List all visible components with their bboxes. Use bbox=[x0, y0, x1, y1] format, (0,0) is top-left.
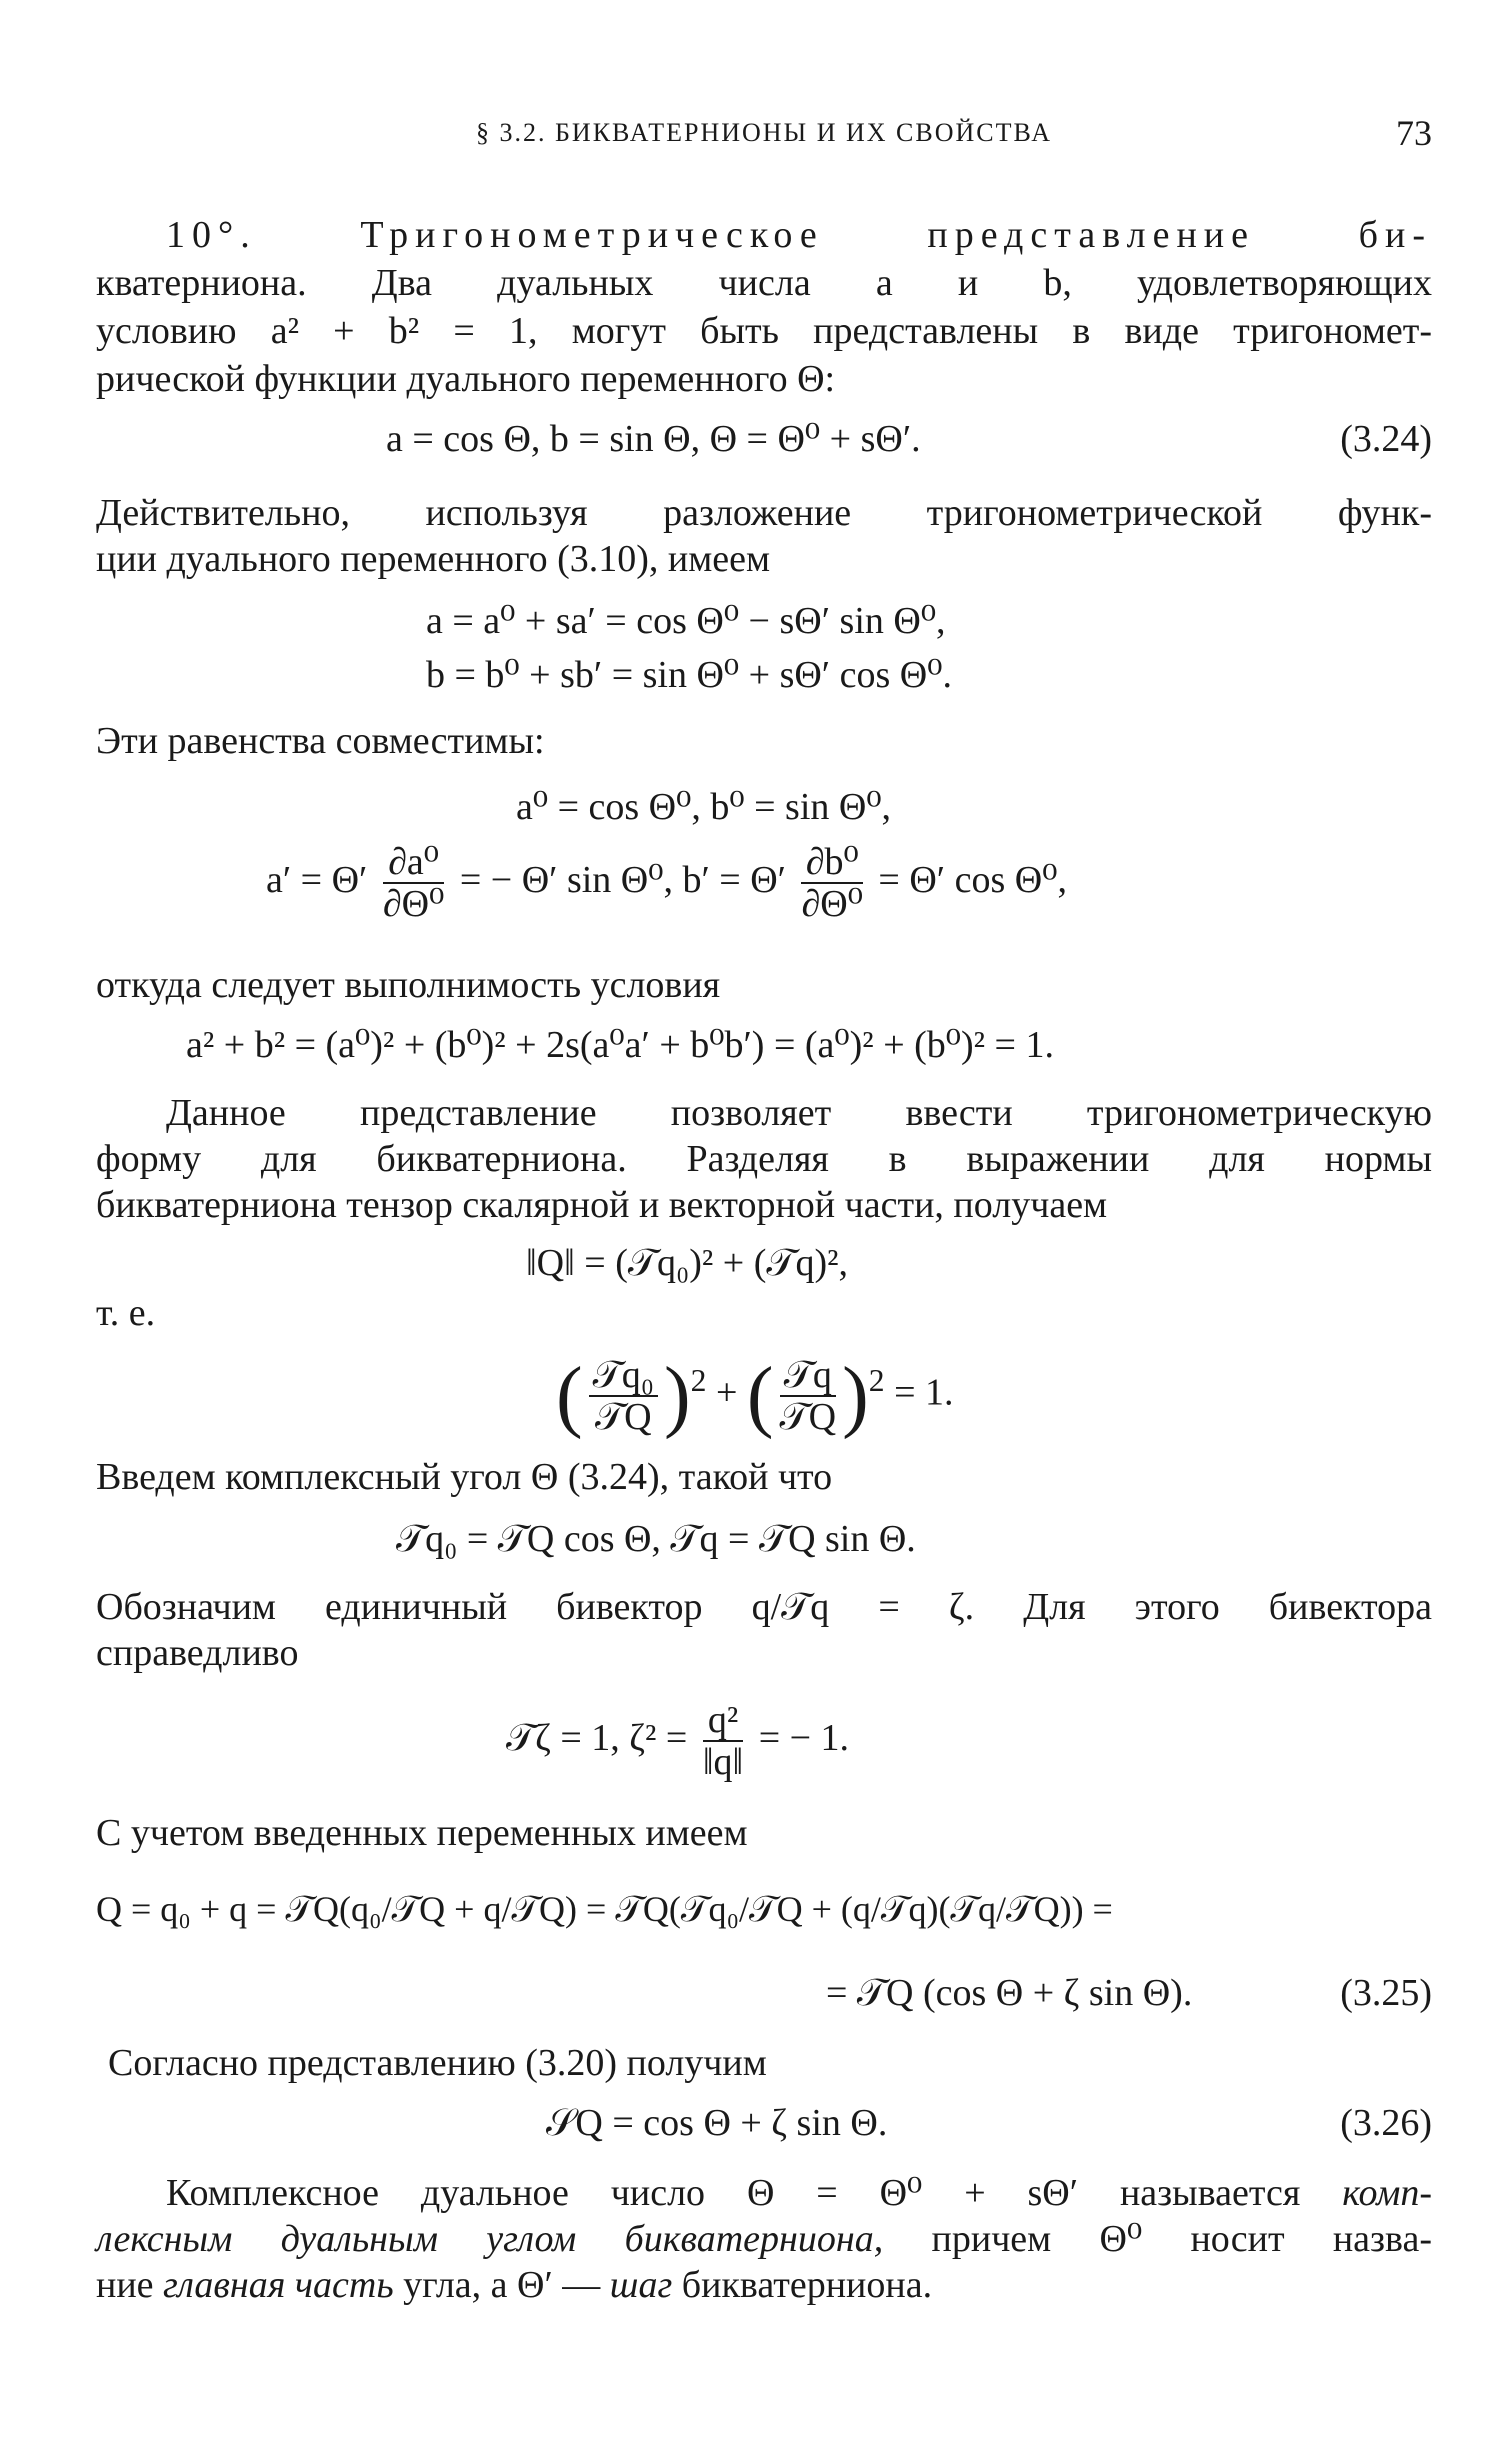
paragraph-line bbox=[96, 2170, 1432, 2216]
paragraph-line: 10°. Тригонометрическое представление би- bbox=[166, 214, 1432, 256]
page-header bbox=[96, 112, 1432, 172]
equation-text: b = b⁰ + sb′ = sin Θ⁰ + sΘ′ cos Θ⁰. bbox=[426, 654, 952, 696]
equation-compat-2 bbox=[96, 832, 1432, 928]
fraction-numerator: ∂a⁰ bbox=[383, 842, 444, 884]
fraction-numerator: 𝒯q₀ bbox=[589, 1355, 658, 1397]
fraction bbox=[780, 1355, 837, 1437]
italic-term: лексным дуальным углом бикватерниона, bbox=[96, 2218, 884, 2260]
paragraph-line bbox=[96, 2216, 1432, 2262]
paragraph-line: форму для бикватерниона. Разделяя в выражении для нормы bbox=[96, 1138, 1432, 1180]
equation-text: = 1. bbox=[894, 1371, 954, 1414]
text-run: бикватерниона. bbox=[681, 2264, 933, 2306]
equation-text: a² + b² = (a⁰)² + (b⁰)² + 2s(a⁰a′ + b⁰b′) = (a⁰)² + (b⁰)² = 1. bbox=[186, 1024, 1054, 1066]
paragraph-line: С учетом введенных переменных имеем bbox=[96, 1812, 748, 1854]
paragraph-line: бикватерниона тензор скалярной и векторной части, получаем bbox=[96, 1184, 1108, 1226]
fraction-denominator: ‖q‖ bbox=[702, 1741, 744, 1784]
equation-row bbox=[266, 832, 1067, 928]
equation-text: a = a⁰ + sa′ = cos Θ⁰ − sΘ′ sin Θ⁰, bbox=[426, 600, 946, 642]
equation-text: a = cos Θ, b = sin Θ, Θ = Θ⁰ + sΘ′. bbox=[386, 418, 921, 460]
paragraph-line bbox=[96, 2262, 1432, 2308]
paragraph-line: Действительно, используя разложение тригонометрической функ- bbox=[96, 492, 1432, 534]
text-run: ние bbox=[96, 2264, 154, 2306]
paragraph-line: т. е. bbox=[96, 1292, 156, 1334]
equation-number: (3.25) bbox=[1340, 1972, 1432, 2014]
equation-row bbox=[506, 1690, 849, 1786]
italic-term: главная часть bbox=[163, 2264, 394, 2306]
equation-text: ‖Q‖ = (𝒯q₀)² + (𝒯q)², bbox=[526, 1242, 849, 1284]
fraction-numerator: q² bbox=[703, 1700, 743, 1742]
paragraph-line: Данное представление позволяет ввести тригонометрическую bbox=[166, 1092, 1432, 1134]
running-head: § 3.2. БИКВАТЕРНИОНЫ И ИХ СВОЙСТВА bbox=[475, 118, 1052, 147]
equation-text: 𝒯q₀ = 𝒯Q cos Θ, 𝒯q = 𝒯Q sin Θ. bbox=[396, 1518, 916, 1560]
fraction-denominator: 𝒯Q bbox=[595, 1395, 652, 1438]
paragraph-line: справедливо bbox=[96, 1632, 299, 1674]
equation-text: = − Θ′ sin Θ⁰, b′ = Θ′ bbox=[459, 859, 786, 901]
paragraph-line: Введем комплексный угол Θ (3.24), такой что bbox=[96, 1456, 833, 1498]
equation-text: a′ = Θ′ bbox=[266, 859, 368, 901]
paragraph-line: откуда следует выполнимость условия bbox=[96, 964, 721, 1006]
equation-text: 𝒯ζ = 1, ζ² = bbox=[506, 1717, 688, 1759]
paragraph-line: условию a² + b² = 1, могут быть представлены в виде тригономет- bbox=[96, 310, 1432, 352]
fraction-denominator: ∂Θ⁰ bbox=[382, 883, 445, 926]
paragraph-line: Согласно представлению (3.20) получим bbox=[108, 2042, 767, 2084]
text-run: угла, а Θ′ — bbox=[403, 2264, 601, 2306]
fraction bbox=[383, 842, 444, 924]
equation-text: = 𝒯Q (cos Θ + ζ sin Θ). bbox=[826, 1972, 1193, 2014]
fraction-numerator: 𝒯q bbox=[780, 1355, 837, 1397]
page-number: 73 bbox=[1396, 113, 1432, 153]
paragraph-line: ции дуального переменного (3.10), имеем bbox=[96, 538, 771, 580]
paragraph-line: кватерниона. Два дуальных числа a и b, удовлетворяющих bbox=[96, 262, 1432, 304]
fraction-denominator: ∂Θ⁰ bbox=[801, 883, 863, 926]
text-run: причем Θ⁰ носит назва- bbox=[931, 2218, 1433, 2260]
paragraph-line: рической функции дуального переменного Θ: bbox=[96, 358, 836, 400]
equation-text: = − 1. bbox=[758, 1717, 850, 1759]
equation-text: + bbox=[715, 1371, 738, 1414]
equation-text: Q = q₀ + q = 𝒯Q(q₀/𝒯Q + q/𝒯Q) = 𝒯Q(𝒯q₀/𝒯Q + (q/𝒯q)(𝒯q/𝒯Q)) = bbox=[96, 1889, 1113, 1929]
equation-text: = Θ′ cos Θ⁰, bbox=[878, 859, 1067, 901]
fraction bbox=[801, 842, 862, 924]
fraction-denominator: 𝒯Q bbox=[779, 1395, 837, 1438]
equation-zeta bbox=[96, 1690, 1432, 1786]
fraction bbox=[589, 1355, 658, 1437]
text-run: Комплексное дуальное число Θ = Θ⁰ + sΘ′ называется bbox=[166, 2172, 1301, 2214]
equation-row: ( $\frac{\text{𝒯q₀}}{\text{𝒯Q}}$ )$^2$ + ( $\frac{\text{𝒯q}}{\text{𝒯Q}}$ )$^2$ = 1. bbox=[556, 1351, 954, 1440]
equation-text: 𝒮Q = cos Θ + ζ sin Θ. bbox=[546, 2102, 888, 2144]
italic-term: комп- bbox=[1342, 2172, 1432, 2214]
paragraph-line: Обозначим единичный бивектор q/𝒯q = ζ. Для этого бивектора bbox=[96, 1586, 1432, 1628]
equation-unit bbox=[96, 1326, 1432, 1440]
fraction bbox=[703, 1700, 743, 1782]
equation-text: a⁰ = cos Θ⁰, b⁰ = sin Θ⁰, bbox=[516, 786, 892, 828]
fraction-numerator: ∂b⁰ bbox=[801, 842, 862, 884]
paragraph-line: Эти равенства совместимы: bbox=[96, 720, 545, 762]
italic-term: шаг bbox=[609, 2264, 673, 2306]
equation-number: (3.26) bbox=[1340, 2102, 1432, 2144]
equation-number: (3.24) bbox=[1340, 418, 1432, 460]
